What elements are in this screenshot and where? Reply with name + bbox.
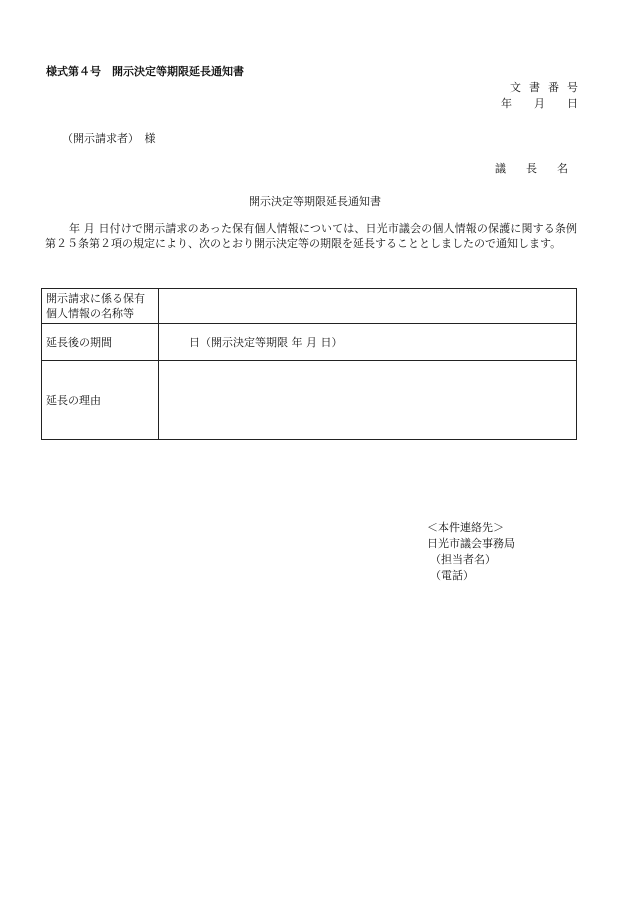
document-title: 開示決定等期限延長通知書	[249, 195, 381, 208]
table-row	[42, 361, 577, 440]
sender: 議長名	[495, 162, 588, 175]
row-value-extended-period: 日（開示決定等期限 年 月 日）	[159, 324, 577, 361]
document-date	[501, 98, 578, 109]
body-text: 年 月 日付けで開示請求のあった保有個人情報については、日光市議会の個人情報の保護に関する条例第２５条第２項の規定により、次のとおり開示決定等の期限を延長することとしましたので通知します。	[45, 222, 577, 250]
contact-person: （担当者名）	[430, 553, 496, 566]
date-day: 日	[567, 97, 578, 110]
info-table	[41, 288, 577, 440]
row-value-reason	[159, 361, 577, 440]
date-year: 年	[501, 97, 512, 110]
row-label-info-name: 開示請求に係る保有個人情報の名称等	[42, 289, 159, 324]
table-row	[42, 324, 577, 361]
date-month: 月	[534, 97, 545, 110]
row-label-reason: 延長の理由	[42, 361, 159, 440]
row-value-info-name	[159, 289, 577, 324]
contact-phone: （電話）	[430, 569, 474, 582]
form-label: 様式第４号 開示決定等期限延長通知書	[46, 65, 244, 78]
table-row	[42, 289, 577, 324]
row-label-extended-period: 延長後の期間	[42, 324, 159, 361]
document-number: 文書番号	[510, 81, 586, 94]
contact-block	[427, 520, 515, 584]
recipient: （開示請求者） 様	[62, 132, 156, 145]
contact-office: 日光市議会事務局	[427, 537, 515, 550]
contact-heading: ＜本件連絡先＞	[427, 521, 504, 534]
